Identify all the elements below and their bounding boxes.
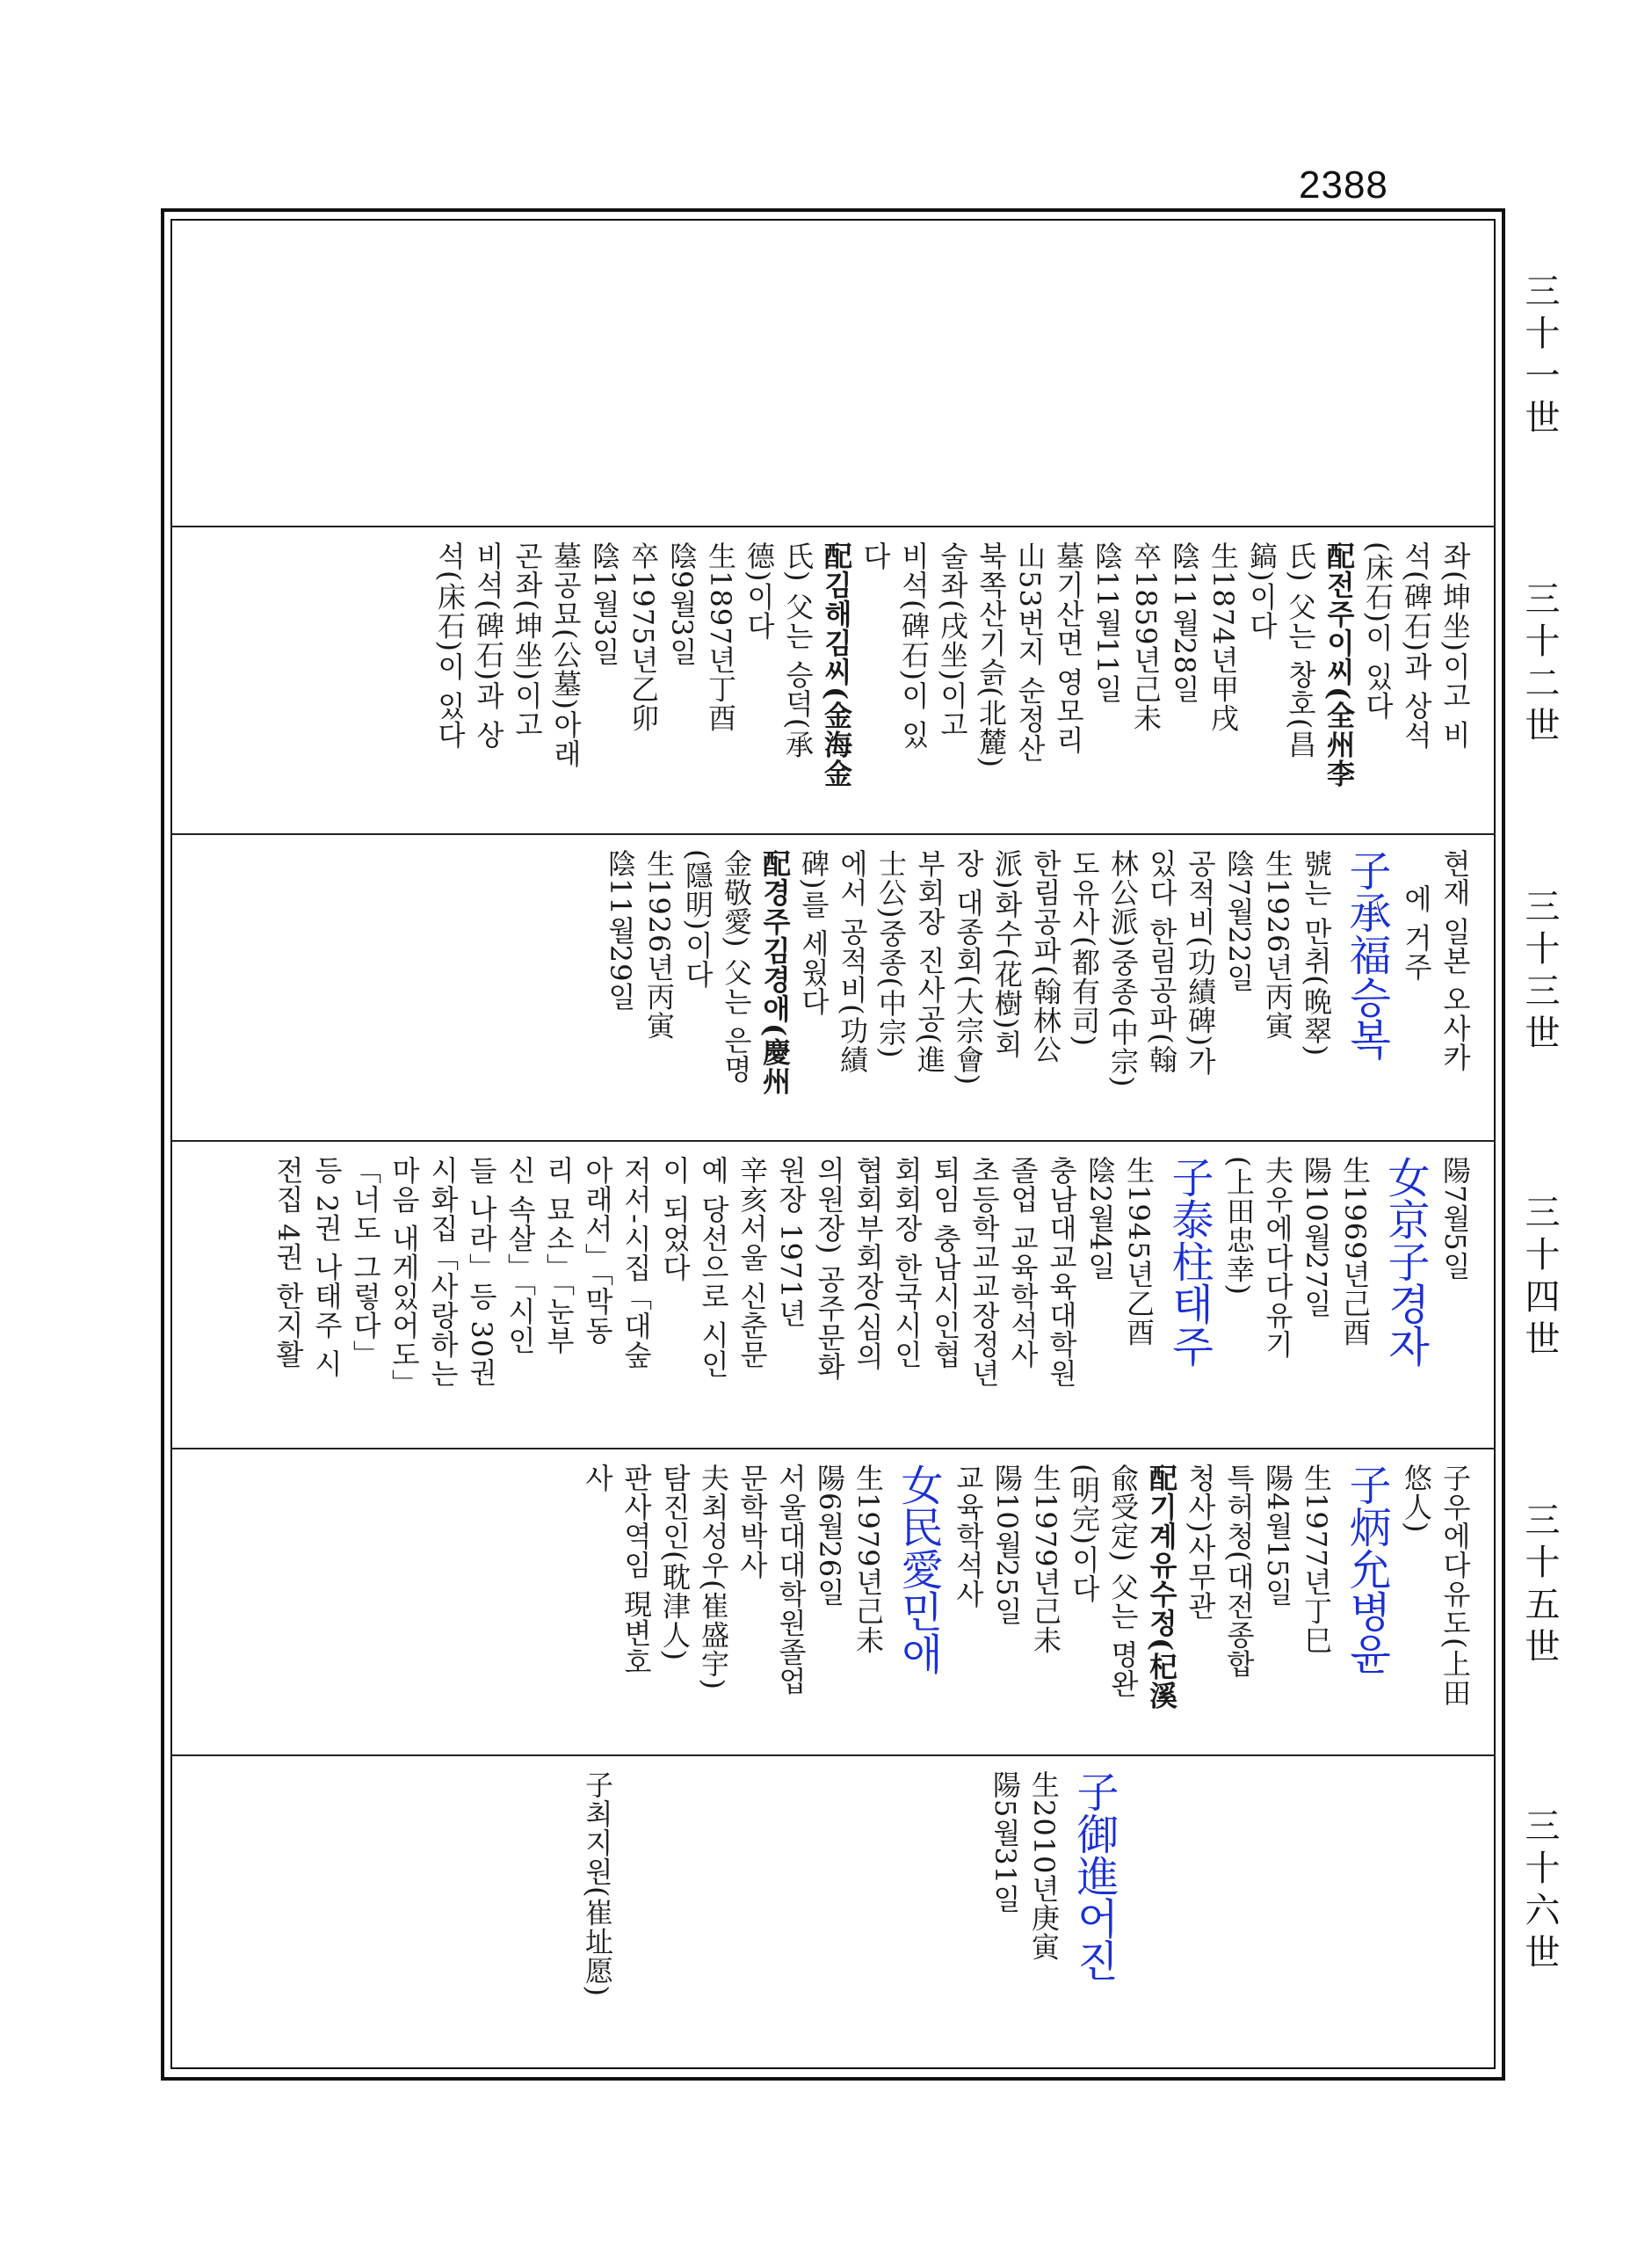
- record-line: 서울대대학원졸업: [774, 1464, 808, 1696]
- record-line: 특허청(대전종합: [1222, 1464, 1256, 1679]
- generation-label-36: 三十六世: [1519, 1807, 1560, 1976]
- record-line: 한림공파(翰林公: [1029, 849, 1062, 1064]
- record-line: 탐진인(耽津人): [658, 1464, 692, 1661]
- record-line: 墓공묘(公墓)아래: [549, 541, 583, 768]
- record-line: 공적비(功績碑)가: [1184, 849, 1217, 1076]
- record-line: 士公)중종(中宗): [874, 849, 908, 1059]
- record-line: 子최지원(崔址愿): [581, 1770, 614, 1997]
- record-line: (床石)이 있다: [1361, 541, 1395, 721]
- record-line: 生2010년庚寅: [1027, 1770, 1061, 1962]
- record-line: 전집 4권 한지활: [272, 1156, 305, 1369]
- page-number: 2388: [1299, 163, 1388, 207]
- record-line: 陽7월5일: [1438, 1156, 1472, 1281]
- record-line: 문학박사: [735, 1464, 769, 1580]
- record-line: 陰11월11일: [1090, 541, 1124, 704]
- record-line: 氏) 父는 승덕(承: [781, 541, 815, 759]
- record-line: 卒1859년己未: [1129, 541, 1163, 733]
- record-line: 兪受定) 父는 명완: [1106, 1464, 1140, 1698]
- record-line: 辛亥서울 신춘문: [735, 1156, 769, 1369]
- record-line: 金敬愛) 父는 은명: [720, 849, 753, 1084]
- record-line: 陰7월22일: [1222, 849, 1256, 993]
- generation-row-33: [172, 835, 1494, 1139]
- record-line: 원장 1971년: [774, 1156, 808, 1328]
- record-line: 퇴임 충남시인협: [929, 1156, 962, 1369]
- record-line: 회회장 한국시인: [890, 1156, 924, 1369]
- record-line: 석(碑石)과 상석: [1400, 541, 1433, 750]
- record-line: 교육학석사: [952, 1464, 985, 1609]
- record-line: 號는 만취(晩翠): [1300, 849, 1333, 1057]
- record-line: 子우에다유도(上田: [1438, 1464, 1472, 1708]
- record-line: 에서 공적비(功績: [836, 849, 869, 1074]
- record-line: 현재 일본 오사카: [1438, 849, 1472, 1072]
- record-line: 의원장) 공주문화: [813, 1156, 846, 1381]
- record-line: 林公派)중종(中宗): [1106, 849, 1140, 1088]
- record-line: 졸업 교육학석사: [1006, 1156, 1040, 1369]
- record-line: 夫우에다다유기: [1261, 1156, 1294, 1359]
- record-line: 충남대교육대학원: [1045, 1156, 1078, 1388]
- generation-label-35: 三十五世: [1519, 1501, 1560, 1670]
- record-line: 碑)를 세웠다: [797, 849, 830, 1016]
- record-line-name: 女京子경자: [1380, 1156, 1430, 1367]
- record-line: 陽6월26일: [813, 1464, 846, 1608]
- record-line: 生1926년丙寅: [1261, 849, 1294, 1041]
- record-line: 예 당선으로 시인: [697, 1156, 730, 1379]
- record-line: 卒1975년乙卯: [627, 541, 660, 733]
- record-line: 신 속살」「시인: [504, 1156, 537, 1355]
- record-line: 生1897년丁酉: [704, 541, 737, 733]
- record-line: 陽5월31일: [989, 1770, 1022, 1914]
- record-line: 장 대종회(大宗會): [952, 849, 985, 1086]
- record-line: 비석(碑石)이 있: [897, 541, 931, 750]
- record-line: 리 묘소」「눈부: [542, 1156, 576, 1355]
- record-line: (隱明)이다: [681, 849, 714, 989]
- record-line: 술좌(戌坐)이고: [936, 541, 969, 739]
- record-line: 生1977년丁巳: [1300, 1464, 1333, 1655]
- record-line-name: 女民愛민애: [894, 1464, 943, 1674]
- generation-row-32: [172, 527, 1494, 832]
- record-line: 陰11월29일: [604, 849, 637, 1012]
- generation-label-31: 三十一世: [1519, 272, 1560, 441]
- record-line: 북쪽산기슭(北麓): [975, 541, 1008, 768]
- record-line: 에 거주: [1400, 884, 1433, 982]
- generation-label-33: 三十三世: [1519, 888, 1560, 1057]
- record-line: 陽10월25일: [990, 1464, 1024, 1626]
- record-line: 鎬)이다: [1245, 541, 1279, 641]
- record-line: 도유사(都有司): [1068, 849, 1101, 1047]
- record-line: 초등학교교장정년: [967, 1156, 1001, 1388]
- record-line: 석(床石)이 있다: [433, 541, 467, 750]
- generation-row-34: [172, 1142, 1494, 1447]
- record-line: 마음 내게있어도」: [388, 1156, 421, 1398]
- record-line: 生1926년丙寅: [642, 849, 676, 1041]
- record-line: 生1979년己未: [1029, 1464, 1062, 1655]
- record-line: 陰1월3일: [588, 541, 621, 666]
- record-line: 山53번지 순정산: [1013, 541, 1047, 763]
- record-line: 비석(碑石)과 상: [472, 541, 505, 750]
- record-line: 配경주김경애(慶州: [758, 849, 792, 1096]
- record-line: 陰11월28일: [1168, 541, 1201, 704]
- record-line-name: 子承福승복: [1342, 849, 1391, 1060]
- record-line: 사: [581, 1464, 614, 1493]
- record-line: (明完)이다: [1068, 1464, 1101, 1603]
- record-line: 德)이다: [743, 541, 776, 641]
- record-line: 陽4월15일: [1261, 1464, 1294, 1608]
- record-line: 「너도 그렇다」: [349, 1156, 382, 1369]
- record-line: 청사)사무관: [1184, 1464, 1217, 1621]
- record-line: 이 되었다: [658, 1156, 692, 1282]
- record-line: 墓기산면 영모리: [1052, 541, 1085, 755]
- record-line: 아래서」「막동: [581, 1156, 614, 1345]
- record-line: 生1969년己酉: [1338, 1156, 1372, 1347]
- record-line: 좌(坤坐)이고 비: [1438, 541, 1472, 750]
- generation-label-32: 三十二世: [1519, 580, 1560, 749]
- record-line: 판사역임 現변호: [620, 1464, 653, 1677]
- record-line: 시화집「사랑하는: [426, 1156, 460, 1388]
- record-line: 있다 한림공파(翰: [1145, 849, 1178, 1074]
- record-line: 들 나라」등 30권: [465, 1156, 498, 1388]
- record-line-name: 子炳允병윤: [1342, 1464, 1391, 1674]
- record-line: 다: [859, 541, 892, 570]
- record-line: 陰2월4일: [1083, 1156, 1117, 1281]
- record-line-name: 子御進어진: [1069, 1770, 1119, 1981]
- record-line-name: 子泰柱태주: [1164, 1156, 1214, 1367]
- record-line: (上田忠幸): [1222, 1156, 1256, 1296]
- record-line: 生1945년乙酉: [1122, 1156, 1156, 1347]
- generation-label-34: 三十四世: [1519, 1194, 1560, 1362]
- record-line: 등 2권 나태주 시: [310, 1156, 344, 1378]
- record-line: 生1874년甲戌: [1206, 541, 1240, 733]
- record-line: 부회장 진사공(進: [913, 849, 946, 1074]
- record-line: 配기계유수정(杞溪: [1145, 1464, 1178, 1711]
- record-line: 곤좌(坤坐)이고: [511, 541, 544, 739]
- generation-row-31: [172, 221, 1494, 525]
- record-line: 配전주이씨(全州李: [1322, 541, 1356, 788]
- record-line: 陽10월27일: [1300, 1156, 1333, 1318]
- record-line: 협회부회장(심의: [851, 1156, 885, 1371]
- record-line: 陰9월3일: [665, 541, 699, 666]
- generation-row-35: [172, 1449, 1494, 1754]
- generation-row-36: [172, 1756, 1494, 2067]
- record-line: 生1979년己未: [851, 1464, 885, 1655]
- record-line: 派)화수(花樹)회: [990, 849, 1024, 1059]
- record-line: 氏) 父는 창호(昌: [1284, 541, 1317, 759]
- record-line: 夫최성우(崔盛宇): [697, 1464, 730, 1690]
- record-line: 配김해김씨(金海金: [820, 541, 853, 788]
- record-line: 저서-시집「대숲: [620, 1156, 653, 1369]
- record-line: 悠人): [1400, 1464, 1433, 1534]
